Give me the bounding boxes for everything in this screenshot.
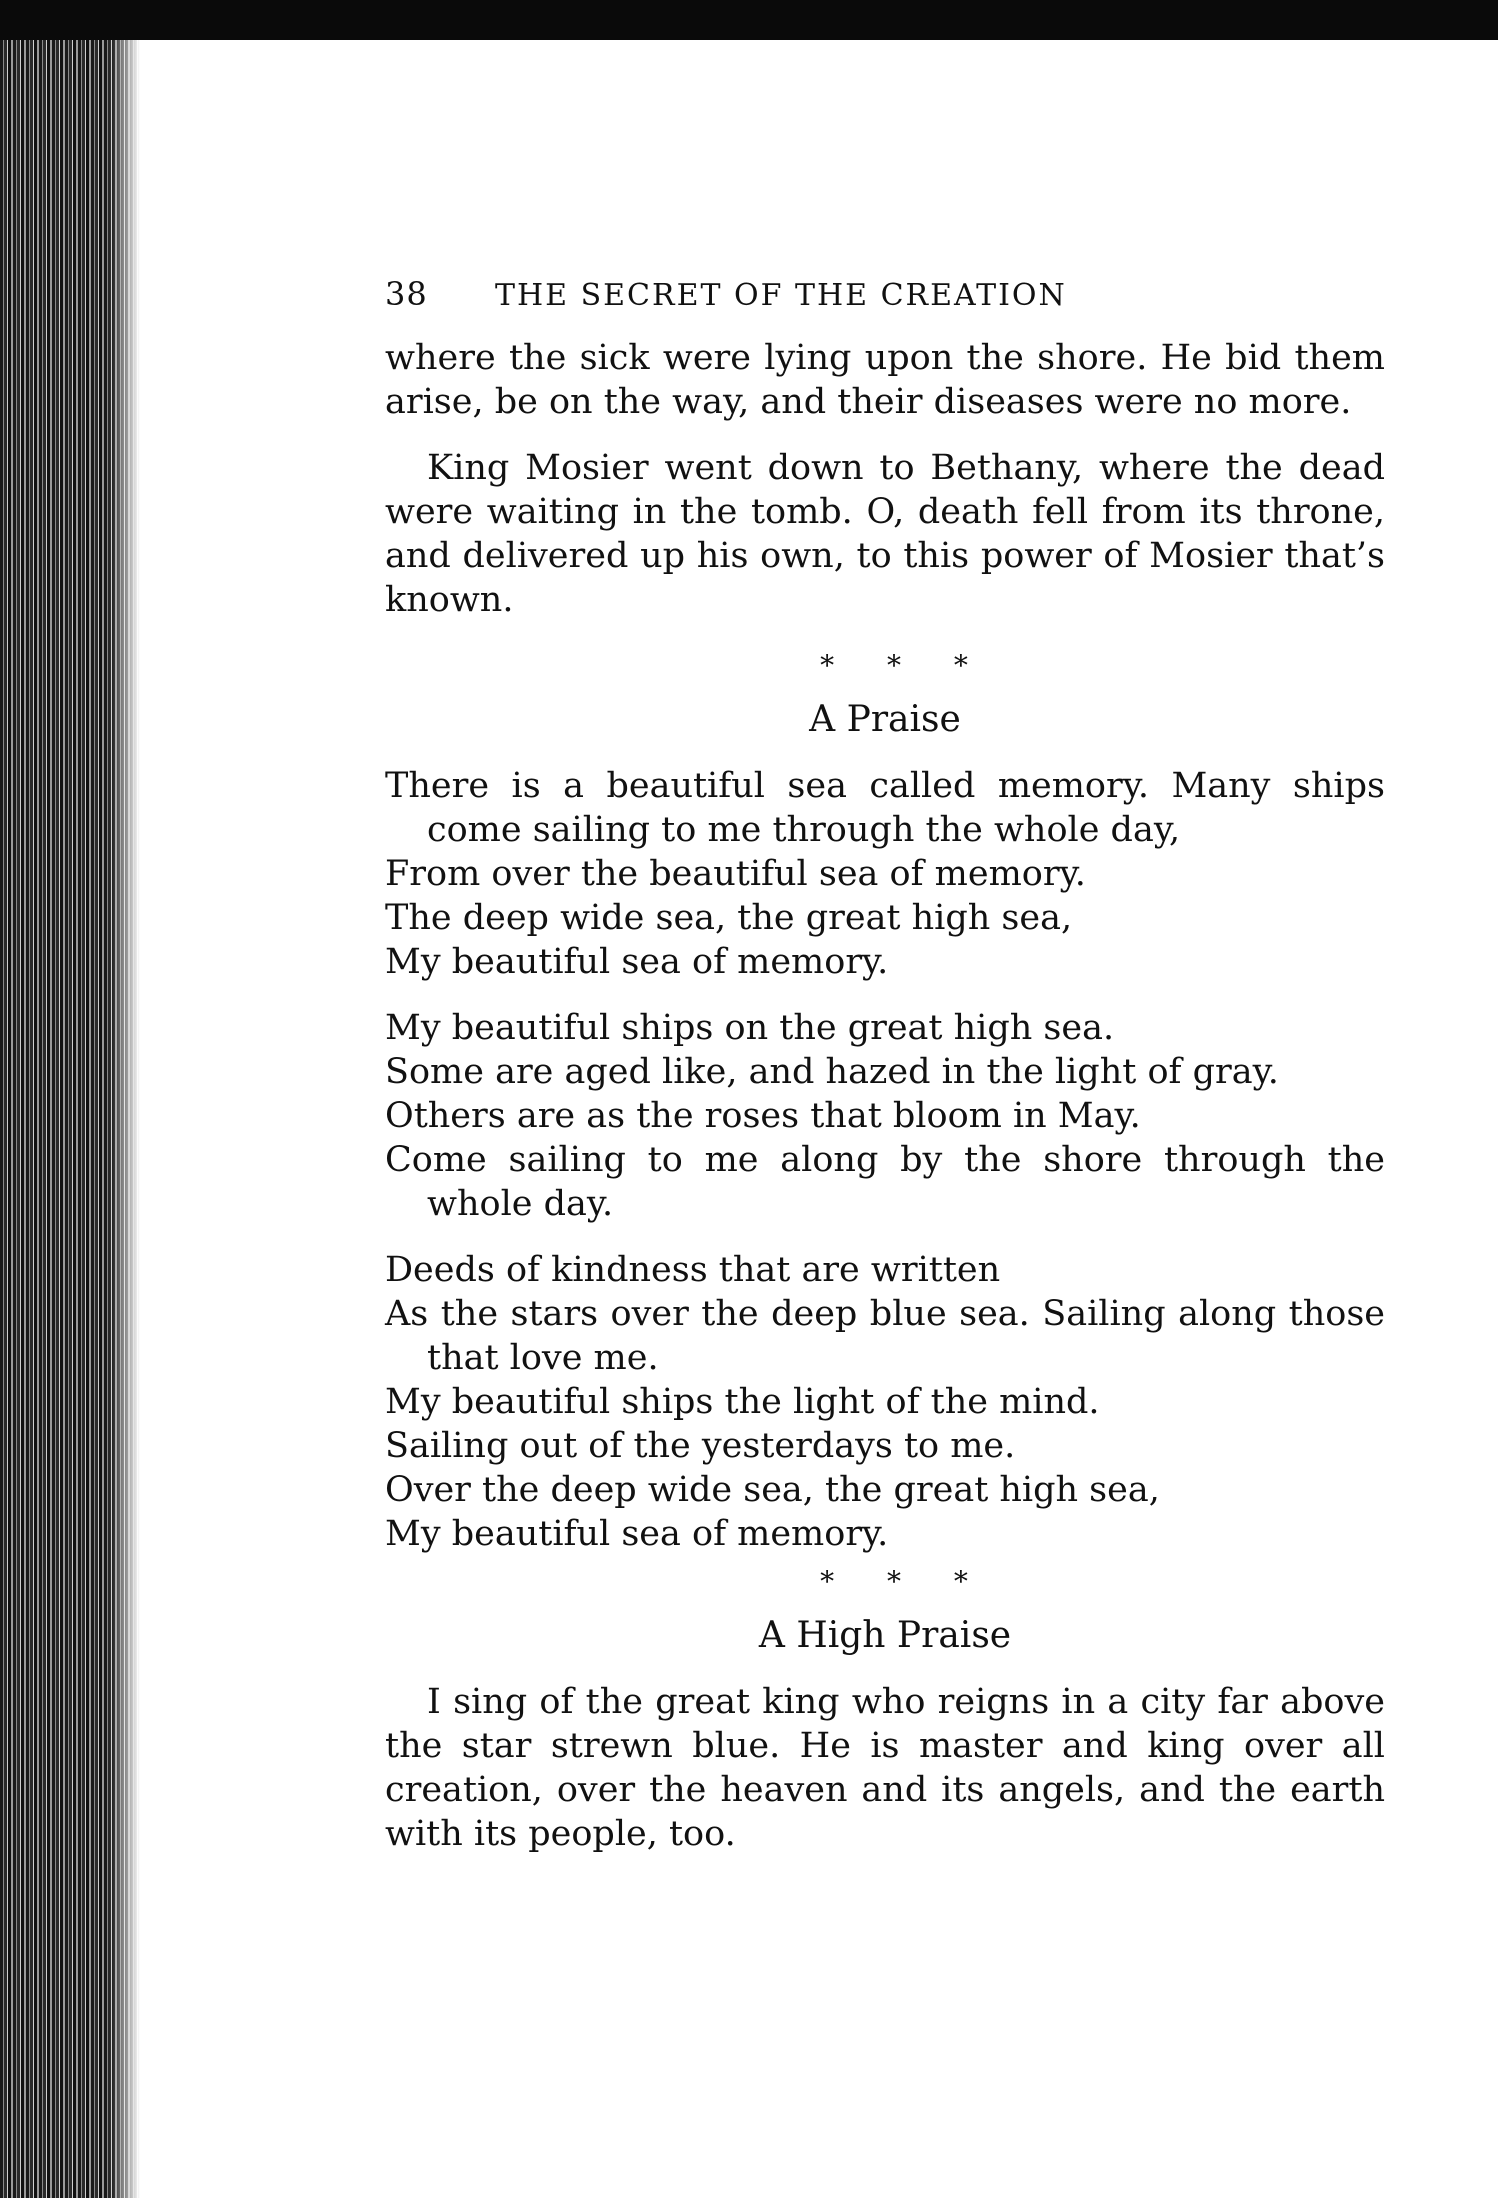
page-number: 38 — [385, 275, 428, 313]
verse-line: Over the deep wide sea, the great high sea, — [385, 1470, 1160, 1510]
continued-paragraph: where the sick were lying upon the shore. He bid them arise, be on the way, and their diseases were no more. — [385, 338, 1385, 422]
section-separator: * * * — [820, 649, 990, 682]
running-head — [385, 272, 1385, 318]
spine-gutter-fade — [110, 40, 140, 2198]
book-page — [385, 272, 1385, 1878]
poem-title-a-praise: A Praise — [809, 699, 961, 740]
running-title: THE SECRET OF THE CREATION — [495, 278, 1067, 313]
verse-line: Deeds of kindness that are written — [385, 1250, 1001, 1290]
verse-line: From over the beautiful sea of memory. — [385, 854, 1086, 894]
verse-line: Others are as the roses that bloom in May. — [385, 1096, 1141, 1136]
verse-line: Sailing out of the yesterdays to me. — [385, 1426, 1016, 1466]
stanza-1 — [385, 764, 1385, 984]
high-praise-paragraph: I sing of the great king who reigns in a city far above the star strewn blue. He is master and king over all creation, over the heaven and its angels, and the earth with its people, too. — [385, 1682, 1385, 1854]
verse-line: My beautiful ships the light of the mind. — [385, 1382, 1100, 1422]
page-corner — [0, 40, 1498, 100]
verse-line: Come sailing to me along by the shore through the whole day. — [385, 1140, 1385, 1224]
section-separator: * * * — [820, 1565, 990, 1598]
poem-title-a-high-praise: A High Praise — [758, 1615, 1012, 1656]
bethany-paragraph: King Mosier went down to Bethany, where the dead were waiting in the tomb. O, death fell from its throne, and delivered up his own, to this power of Mosier that’s known. — [385, 448, 1385, 620]
verse-line: My beautiful sea of memory. — [385, 1514, 889, 1554]
verse-line: My beautiful ships on the great high sea. — [385, 1008, 1115, 1048]
verse-line: As the stars over the deep blue sea. Sailing along those that love me. — [385, 1294, 1385, 1378]
verse-line: Some are aged like, and hazed in the light of gray. — [385, 1052, 1279, 1092]
verse-line: My beautiful sea of memory. — [385, 942, 889, 982]
verse-line: The deep wide sea, the great high sea, — [385, 898, 1073, 938]
stanza-2 — [385, 1006, 1385, 1226]
stanza-3 — [385, 1248, 1385, 1556]
verse-line: There is a beautiful sea called memory. Many ships come sailing to me through the whole day, — [385, 766, 1385, 850]
